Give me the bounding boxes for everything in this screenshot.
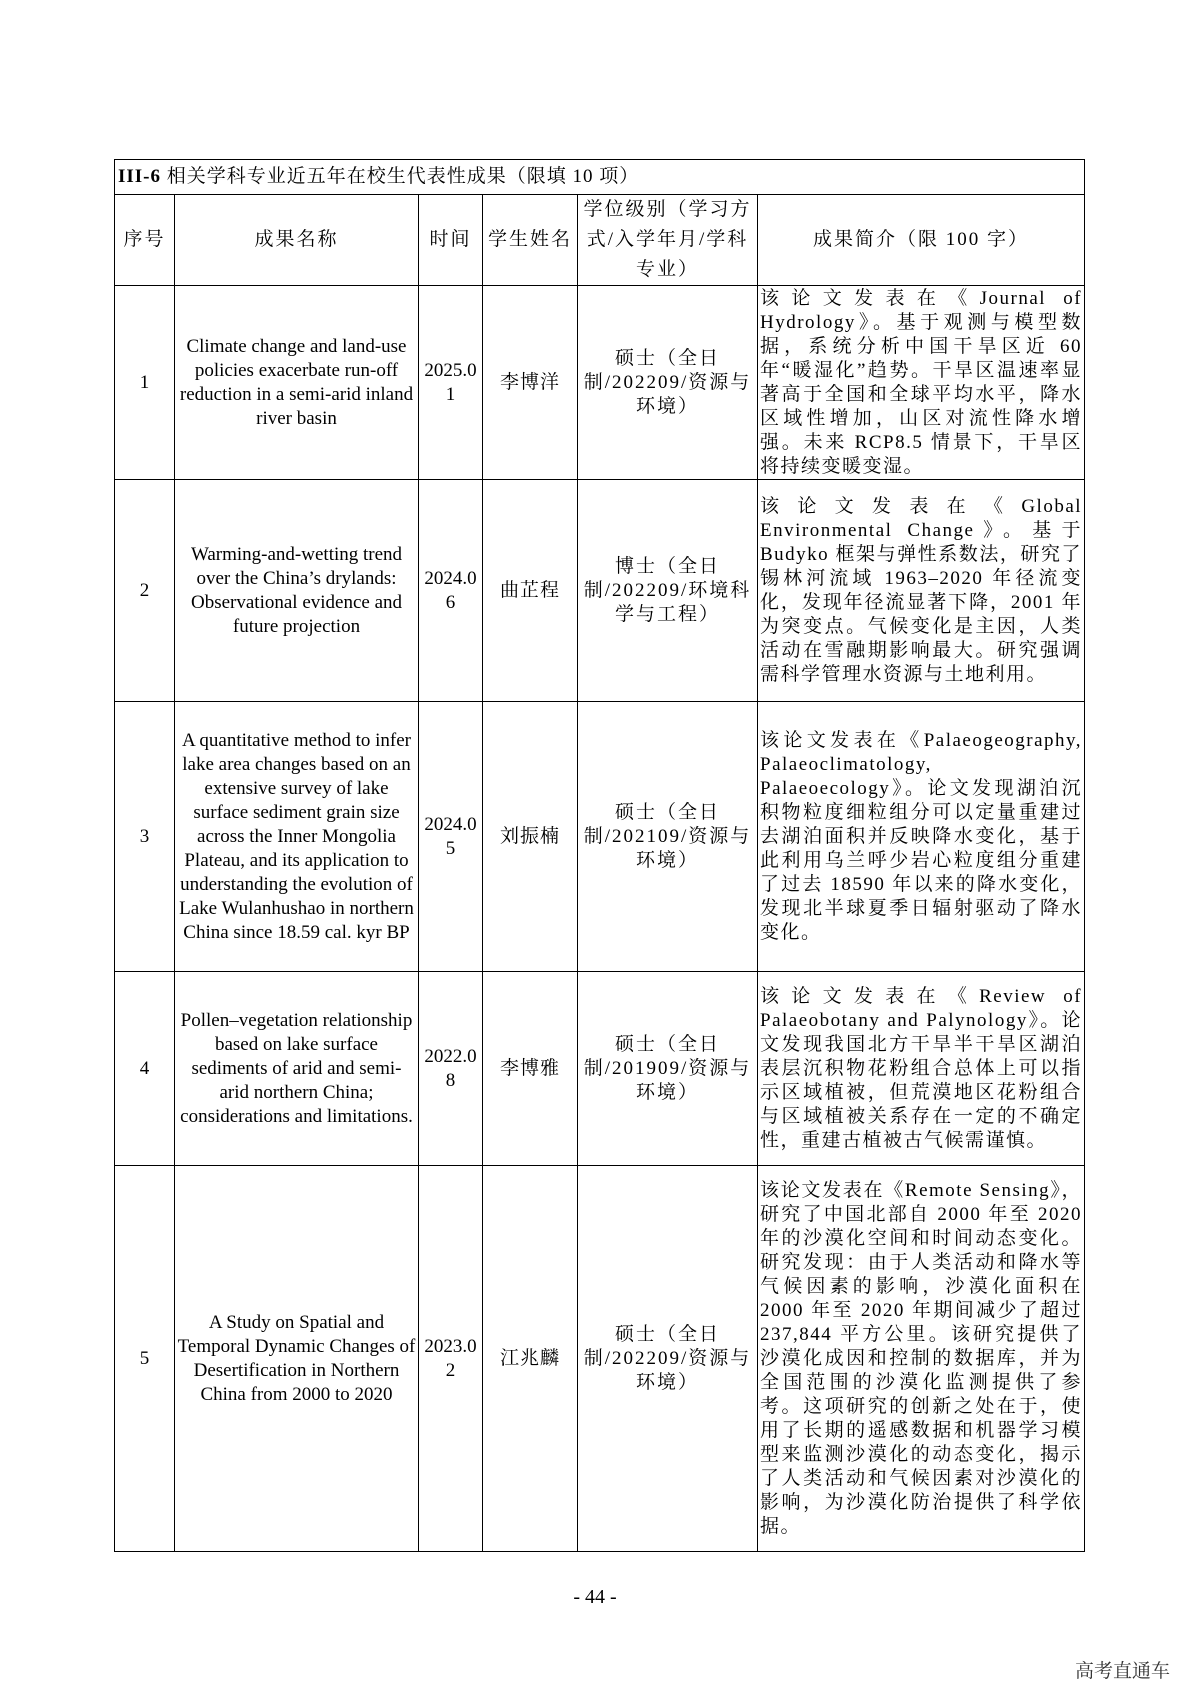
- achievement-name: A quantitative method to infer lake area changes based on an extensive survey of lake surface sediment grain size across the Inner Mongolia Plateau, and its application to understanding the evolution of Lake Wulanhushao in northern China since 18.59 cal. kyr BP: [175, 702, 419, 972]
- section-title-row: [115, 160, 1085, 195]
- achievement-summary: 该论文发表在《Remote Sensing》，研究了中国北部自 2000 年至 2020 年的沙漠化空间和时间动态变化。研究发现：由于人类活动和降水等气候因素的影响，沙漠化面积在 2000 年至 2020 年期间减少了超过 237,844 平方公里。该研究提供了沙漠化成因和控制的数据库，并为全国范围的沙漠化监测提供了参考。这项研究的创新之处在于，使用了长期的遥感数据和机器学习模型来监测沙漠化的动态变化，揭示了人类活动和气候因素对沙漠化的影响，为沙漠化防治提供了科学依据。: [758, 1166, 1085, 1552]
- student-name: 李博洋: [483, 286, 578, 480]
- section-code: III-6: [118, 166, 162, 187]
- achievement-time: 2022.08: [419, 972, 483, 1166]
- col-header-no: 序号: [115, 195, 175, 286]
- student-name: 李博雅: [483, 972, 578, 1166]
- header-row: [115, 195, 1085, 286]
- section-title: [115, 160, 1085, 195]
- row-number: 4: [115, 972, 175, 1166]
- page-number: - 44 -: [573, 1586, 617, 1608]
- achievement-summary: 该论文发表在《Palaeogeography, Palaeoclimatology, Palaeoecology》。论文发现湖泊沉积物粒度细粒组分可以定量重建过去湖泊面积并反映降水变化，基于此利用乌兰呼少岩心粒度组分重建了过去 18590 年以来的降水变化，发现北半球夏季日辐射驱动了降水变化。: [758, 702, 1085, 972]
- row-number: 2: [115, 480, 175, 702]
- achievement-name: Pollen–vegetation relationship based on lake surface sediments of arid and semi-arid northern China; considerations and limitations.: [175, 972, 419, 1166]
- achievement-name: A Study on Spatial and Temporal Dynamic Changes of Desertification in Northern China from 2000 to 2020: [175, 1166, 419, 1552]
- achievements-table: [114, 159, 1085, 1552]
- table-row: [115, 972, 1085, 1166]
- achievement-summary: 该论文发表在《Journal of Hydrology》。基于观测与模型数据，系统分析中国干旱区近 60 年“暖湿化”趋势。干旱区温速率显著高于全国和全球平均水平，降水区域性增加，山区对流性降水增强。未来 RCP8.5 情景下，干旱区将持续变暖变湿。: [758, 286, 1085, 480]
- achievement-time: 2024.05: [419, 702, 483, 972]
- table-row: [115, 480, 1085, 702]
- row-number: 1: [115, 286, 175, 480]
- table-row: [115, 702, 1085, 972]
- col-header-summary: 成果简介（限 100 字）: [758, 195, 1085, 286]
- student-name: 刘振楠: [483, 702, 578, 972]
- row-number: 5: [115, 1166, 175, 1552]
- achievement-name: Climate change and land-use policies exacerbate run-off reduction in a semi-arid inland river basin: [175, 286, 419, 480]
- degree-info: 硕士（全日制/202209/资源与环境）: [578, 1166, 758, 1552]
- achievement-summary: 该论文发表在《Global Environmental Change》。基于 Budyko 框架与弹性系数法，研究了锡林河流域 1963–2020 年径流变化，发现年径流显著下降，2001 年为突变点。气候变化是主因，人类活动在雪融期影响最大。研究强调需科学管理水资源与土地利用。: [758, 480, 1085, 702]
- achievement-time: 2025.01: [419, 286, 483, 480]
- degree-info: 硕士（全日制/202209/资源与环境）: [578, 286, 758, 480]
- section-title-text: 相关学科专业近五年在校生代表性成果: [166, 166, 507, 187]
- degree-info: 硕士（全日制/202109/资源与环境）: [578, 702, 758, 972]
- section-note: （限填 10 项）: [506, 166, 640, 187]
- col-header-name: 成果名称: [175, 195, 419, 286]
- table-row: [115, 1166, 1085, 1552]
- col-header-time: 时间: [419, 195, 483, 286]
- watermark-text: 高考直通车: [1074, 1660, 1170, 1682]
- achievement-time: 2024.06: [419, 480, 483, 702]
- achievement-name: Warming-and-wetting trend over the China’s drylands: Observational evidence and future projection: [175, 480, 419, 702]
- achievement-summary: 该论文发表在《Review of Palaeobotany and Palynology》。论文发现我国北方干旱半干旱区湖泊表层沉积物花粉组合总体上可以指示区域植被，但荒漠地区花粉组合与区域植被关系存在一定的不确定性，重建古植被古气候需谨慎。: [758, 972, 1085, 1166]
- degree-info: 硕士（全日制/201909/资源与环境）: [578, 972, 758, 1166]
- row-number: 3: [115, 702, 175, 972]
- student-name: 曲芷程: [483, 480, 578, 702]
- student-name: 江兆麟: [483, 1166, 578, 1552]
- col-header-degree: 学位级别（学习方式/入学年月/学科专业）: [578, 195, 758, 286]
- table-row: [115, 286, 1085, 480]
- col-header-student: 学生姓名: [483, 195, 578, 286]
- degree-info: 博士（全日制/202209/环境科学与工程）: [578, 480, 758, 702]
- achievement-time: 2023.02: [419, 1166, 483, 1552]
